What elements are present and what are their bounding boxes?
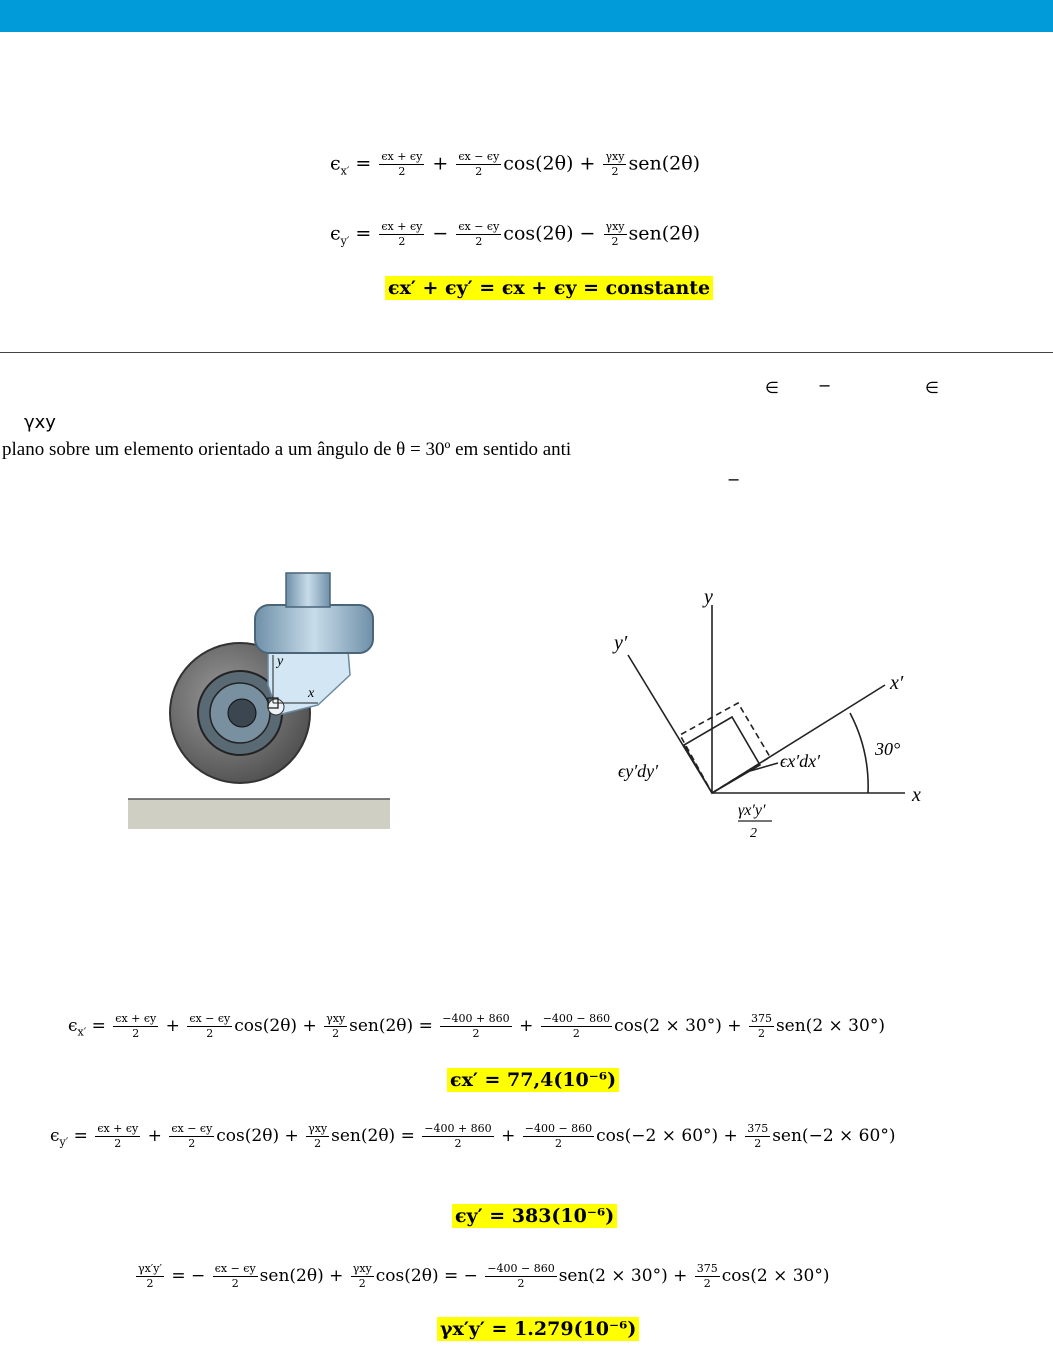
solution-ey-result: ϵy′ = 383(10⁻⁶) xyxy=(452,1205,617,1227)
equation-ex-prime: $\epsilon_{x'}$ = $\frac{\epsilon x + \epsilon y}{2}$ + $\frac{\epsilon x - \epsilon y}{2}$ cos(2θ) + $\frac{\text{γxy}}{2}$ sen(2θ) xyxy=(330,150,701,178)
equation-ey-prime: $\epsilon_{y'}$ = $\frac{\epsilon x + \epsilon y}{2}$ − $\frac{\epsilon x - \epsilon y}{2}$ cos(2θ) − $\frac{\text{γxy}}{2}$ sen(2θ) xyxy=(330,220,701,248)
wheel-label-x: x xyxy=(308,686,315,701)
problem-text-line: plano sobre um elemento orientado a um ângulo de θ = 30º em sentido anti xyxy=(2,439,572,460)
section-divider xyxy=(0,352,1053,353)
header-bar xyxy=(0,0,1053,32)
epsilon-symbol-2: ∈ xyxy=(925,378,939,397)
y-prime-label: y′ xyxy=(614,632,628,654)
solution-gamma-result: γx′y′ = 1.279(10⁻⁶) xyxy=(437,1318,639,1340)
angle-arc xyxy=(850,713,868,793)
solution-ey-equation: $\epsilon_{y'}$ = $\frac{\epsilon x + \epsilon y}{2}$ + $\frac{\epsilon x - \epsilon y}{2}$ cos(2θ) + $\frac{\text{γxy}}{2}$ sen(2θ) = $\frac{-400 + 860}{2}$ + $\frac{-400 - 860}{2}$ cos(−2 × 60°) + $\frac{375}{2}$ sen(−2 × 60°) xyxy=(50,1122,896,1150)
gamma-xy-symbol: γxy xyxy=(24,412,56,433)
gamma-label-den: 2 xyxy=(750,826,757,841)
caster-wheel-figure xyxy=(128,565,398,835)
gamma-label-num: γx′y′ xyxy=(738,802,766,819)
dash-symbol-1: − xyxy=(818,376,832,395)
x-prime-label: x′ xyxy=(890,672,904,694)
y-axis-label: y xyxy=(704,586,713,608)
stem xyxy=(286,573,330,607)
dash-symbol-2: − xyxy=(727,470,741,489)
invariant-equation: ϵx′ + ϵy′ = ϵx + ϵy = constante xyxy=(385,277,713,299)
angle-label: 30° xyxy=(875,739,901,759)
ey-dy-label: ϵy′dy′ xyxy=(618,761,659,781)
deformed-element xyxy=(680,703,770,793)
solution-ex-equation: $\epsilon_{x'}$ = $\frac{\epsilon x + \epsilon y}{2}$ + $\frac{\epsilon x - \epsilon y}{2}$ cos(2θ) + $\frac{\text{γxy}}{2}$ sen(2θ) = $\frac{-400 + 860}{2}$ + $\frac{-400 - 860}{2}$ cos(2 × 30°) + $\frac{375}{2}$ sen(2 × 30°) xyxy=(68,1012,885,1040)
ex-dx-label: ϵx′dx′ xyxy=(780,751,821,771)
ground xyxy=(128,799,390,829)
strain-element-figure xyxy=(600,585,940,845)
x-axis-label: x xyxy=(912,784,921,806)
solution-ex-result: ϵx′ = 77,4(10⁻⁶) xyxy=(447,1069,619,1091)
solution-gamma-equation: $\frac{\gamma x'y'}{2}$ = − $\frac{\epsilon x - \epsilon y}{2}$ sen(2θ) + $\frac{\text{γxy}}{2}$ cos(2θ) = − $\frac{-400 - 860}{2}$ sen(2 × 30°) + $\frac{375}{2}$ cos(2 × 30°) xyxy=(138,1262,830,1290)
epsilon-symbol-1: ∈ xyxy=(765,378,779,397)
swivel-plate xyxy=(255,605,373,653)
wheel-label-y: y xyxy=(277,654,284,669)
original-element xyxy=(684,717,760,793)
